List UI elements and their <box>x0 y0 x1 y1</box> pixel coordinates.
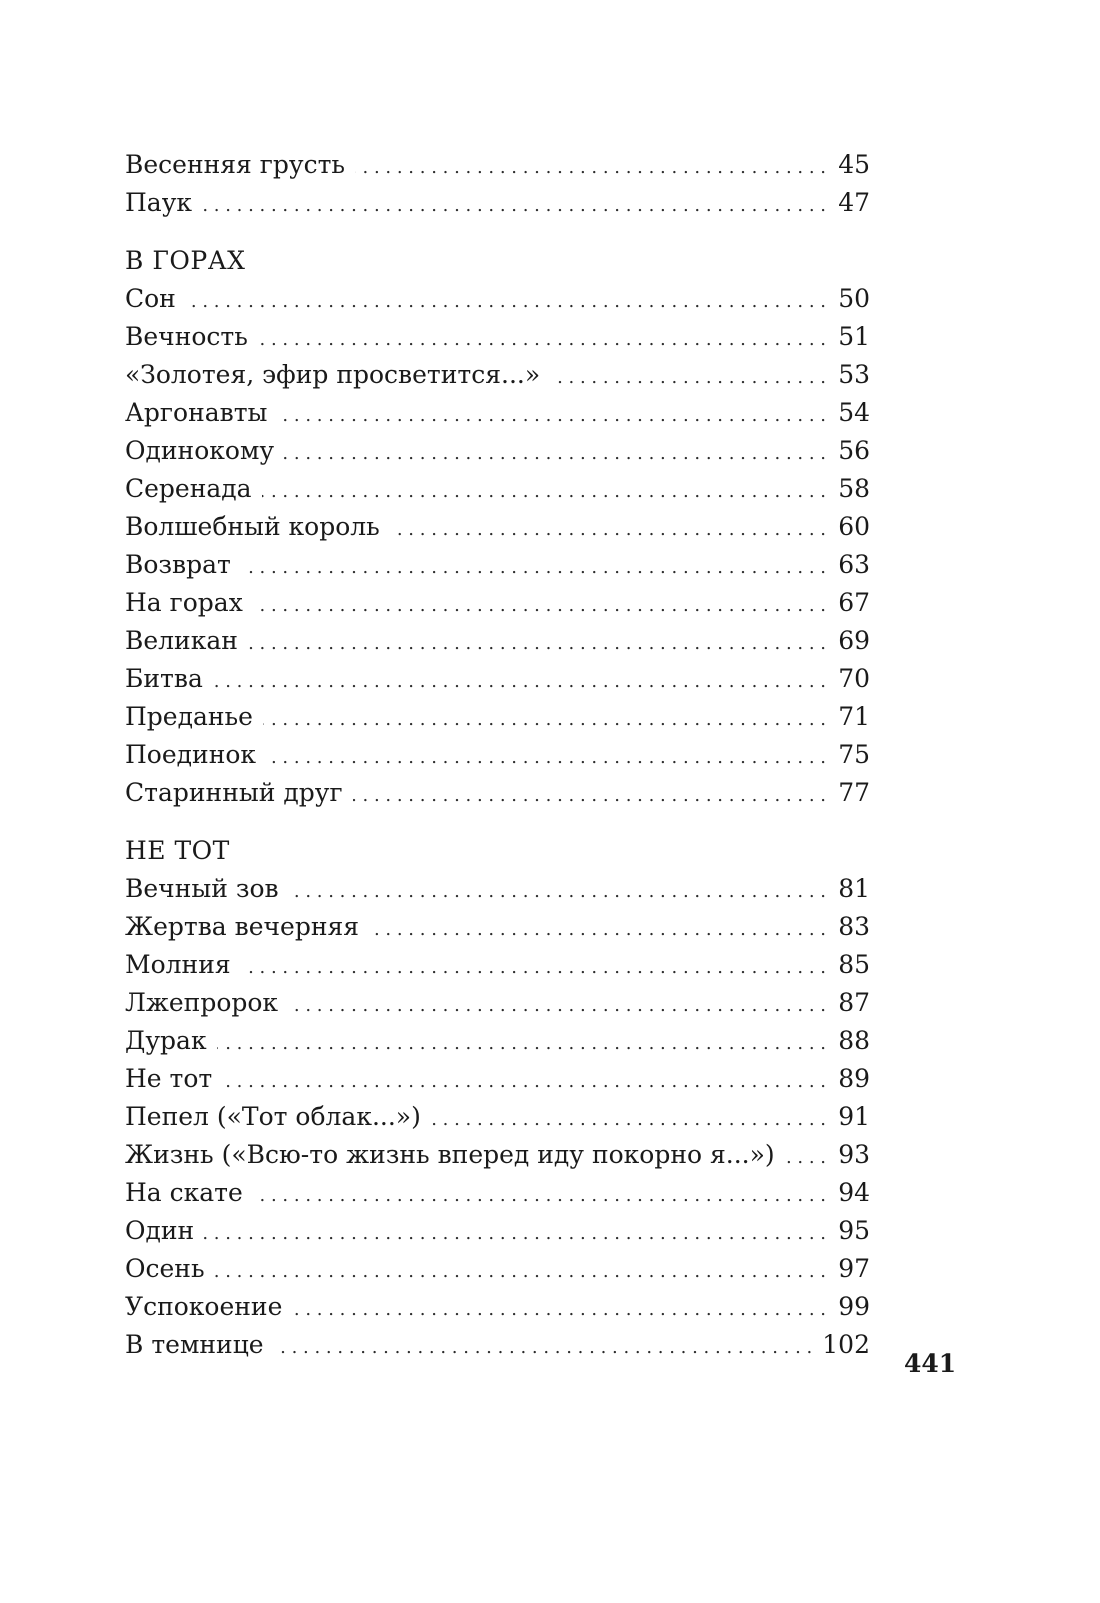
toc-entry-page: 99 <box>838 1292 870 1321</box>
dot-leader <box>274 1329 813 1367</box>
toc-entry-page: 93 <box>838 1140 870 1169</box>
toc-entry <box>125 1212 870 1250</box>
toc-entry-page: 94 <box>838 1178 870 1207</box>
toc-entry <box>125 356 870 394</box>
toc-entry <box>125 584 870 622</box>
toc-entry-page: 81 <box>838 874 870 903</box>
toc-entry-title: Дурак <box>125 1026 207 1055</box>
toc-entry-title: «Золотея, эфир просветится...» <box>125 360 541 389</box>
dot-leader <box>258 321 826 359</box>
toc-entry <box>125 1288 870 1326</box>
toc-entry-page: 45 <box>838 150 870 179</box>
toc-entry-title: Поединок <box>125 740 257 769</box>
toc-entry <box>125 394 870 432</box>
toc-entry-title: Вечность <box>125 322 248 351</box>
dot-leader <box>550 359 826 397</box>
dot-leader <box>369 911 826 949</box>
dot-leader <box>202 187 826 225</box>
dot-leader <box>204 1215 826 1253</box>
toc-entry <box>125 146 870 184</box>
toc-entry <box>125 1060 870 1098</box>
dot-leader <box>431 1101 826 1139</box>
toc-section-v-gorah <box>125 280 870 812</box>
table-of-contents <box>125 146 870 1364</box>
toc-entry-title: Вечный зов <box>125 874 279 903</box>
toc-entry <box>125 432 870 470</box>
toc-entry-title: Волшебный король <box>125 512 380 541</box>
dot-leader <box>289 873 826 911</box>
toc-entry-page: 102 <box>822 1330 870 1359</box>
toc-entry <box>125 1174 870 1212</box>
toc-entry <box>125 546 870 584</box>
toc-entry-title: Жертва вечерняя <box>125 912 360 941</box>
toc-entry-title: Великан <box>125 626 238 655</box>
toc-entry-title: На горах <box>125 588 243 617</box>
dot-leader <box>241 549 826 587</box>
toc-entry <box>125 1326 870 1364</box>
toc-entry-title: На скате <box>125 1178 243 1207</box>
toc-entry-title: Старинный друг <box>125 778 343 807</box>
toc-entry <box>125 184 870 222</box>
toc-entry <box>125 774 870 812</box>
toc-entry-page: 77 <box>838 778 870 807</box>
toc-entry-page: 87 <box>838 988 870 1017</box>
toc-entry-title: Весенняя грусть <box>125 150 346 179</box>
toc-entry <box>125 736 870 774</box>
toc-entry-page: 53 <box>838 360 870 389</box>
toc-entry-page: 89 <box>838 1064 870 1093</box>
dot-leader <box>217 1025 826 1063</box>
toc-group-intro <box>125 146 870 222</box>
toc-entry-page: 83 <box>838 912 870 941</box>
toc-entry-page: 50 <box>838 284 870 313</box>
toc-entry-title: Молния <box>125 950 231 979</box>
toc-entry-title: Жизнь («Всю-то жизнь вперед иду покорно я...») <box>125 1140 775 1169</box>
toc-entry <box>125 908 870 946</box>
dot-leader <box>253 587 826 625</box>
dot-leader <box>785 1139 826 1177</box>
dot-leader <box>355 149 826 187</box>
toc-entry-page: 75 <box>838 740 870 769</box>
toc-entry <box>125 870 870 908</box>
toc-entry-page: 63 <box>838 550 870 579</box>
toc-entry-title: Пепел («Тот облак...») <box>125 1102 421 1131</box>
toc-entry-title: Осень <box>125 1254 205 1283</box>
toc-entry-page: 58 <box>838 474 870 503</box>
dot-leader <box>353 777 826 815</box>
toc-entry-title: Сон <box>125 284 176 313</box>
toc-entry-page: 56 <box>838 436 870 465</box>
dot-leader <box>277 397 826 435</box>
toc-entry <box>125 508 870 546</box>
toc-entry-page: 54 <box>838 398 870 427</box>
toc-entry-title: Возврат <box>125 550 231 579</box>
dot-leader <box>288 987 826 1025</box>
toc-entry-page: 97 <box>838 1254 870 1283</box>
toc-entry <box>125 1136 870 1174</box>
dot-leader <box>241 949 826 987</box>
toc-entry-page: 47 <box>838 188 870 217</box>
toc-entry <box>125 1022 870 1060</box>
toc-entry <box>125 946 870 984</box>
toc-entry-page: 60 <box>838 512 870 541</box>
toc-entry-title: Преданье <box>125 702 253 731</box>
toc-entry-page: 69 <box>838 626 870 655</box>
toc-entry-page: 91 <box>838 1102 870 1131</box>
toc-entry <box>125 470 870 508</box>
dot-leader <box>284 435 826 473</box>
dot-leader <box>215 1253 826 1291</box>
dot-leader <box>213 663 826 701</box>
toc-entry-page: 88 <box>838 1026 870 1055</box>
toc-entry-page: 95 <box>838 1216 870 1245</box>
toc-entry <box>125 698 870 736</box>
dot-leader <box>222 1063 826 1101</box>
dot-leader <box>263 701 826 739</box>
toc-entry <box>125 1250 870 1288</box>
toc-entry <box>125 1098 870 1136</box>
dot-leader <box>262 473 826 511</box>
page-number: 441 <box>904 1349 957 1378</box>
toc-entry-page: 85 <box>838 950 870 979</box>
dot-leader <box>253 1177 826 1215</box>
toc-section-ne-tot <box>125 870 870 1364</box>
dot-leader <box>266 739 826 777</box>
dot-leader <box>248 625 826 663</box>
toc-entry <box>125 280 870 318</box>
toc-entry <box>125 318 870 356</box>
section-heading: В ГОРАХ <box>125 246 246 275</box>
toc-entry-title: Аргонавты <box>125 398 268 427</box>
toc-entry-title: Серенада <box>125 474 252 503</box>
toc-entry-title: В темнице <box>125 1330 264 1359</box>
toc-entry <box>125 622 870 660</box>
toc-entry-page: 51 <box>838 322 870 351</box>
toc-entry-title: Не тот <box>125 1064 213 1093</box>
dot-leader <box>390 511 826 549</box>
dot-leader <box>292 1291 826 1329</box>
toc-entry-title: Успокоение <box>125 1292 283 1321</box>
toc-entry-page: 70 <box>838 664 870 693</box>
toc-entry-title: Лжепророк <box>125 988 279 1017</box>
toc-entry-page: 71 <box>838 702 870 731</box>
dot-leader <box>186 283 826 321</box>
toc-entry <box>125 660 870 698</box>
toc-entry-title: Паук <box>125 188 193 217</box>
toc-entry-title: Один <box>125 1216 195 1245</box>
toc-entry-title: Битва <box>125 664 203 693</box>
toc-entry <box>125 984 870 1022</box>
toc-entry-page: 67 <box>838 588 870 617</box>
toc-entry-title: Одинокому <box>125 436 275 465</box>
section-heading: НЕ ТОТ <box>125 836 230 865</box>
